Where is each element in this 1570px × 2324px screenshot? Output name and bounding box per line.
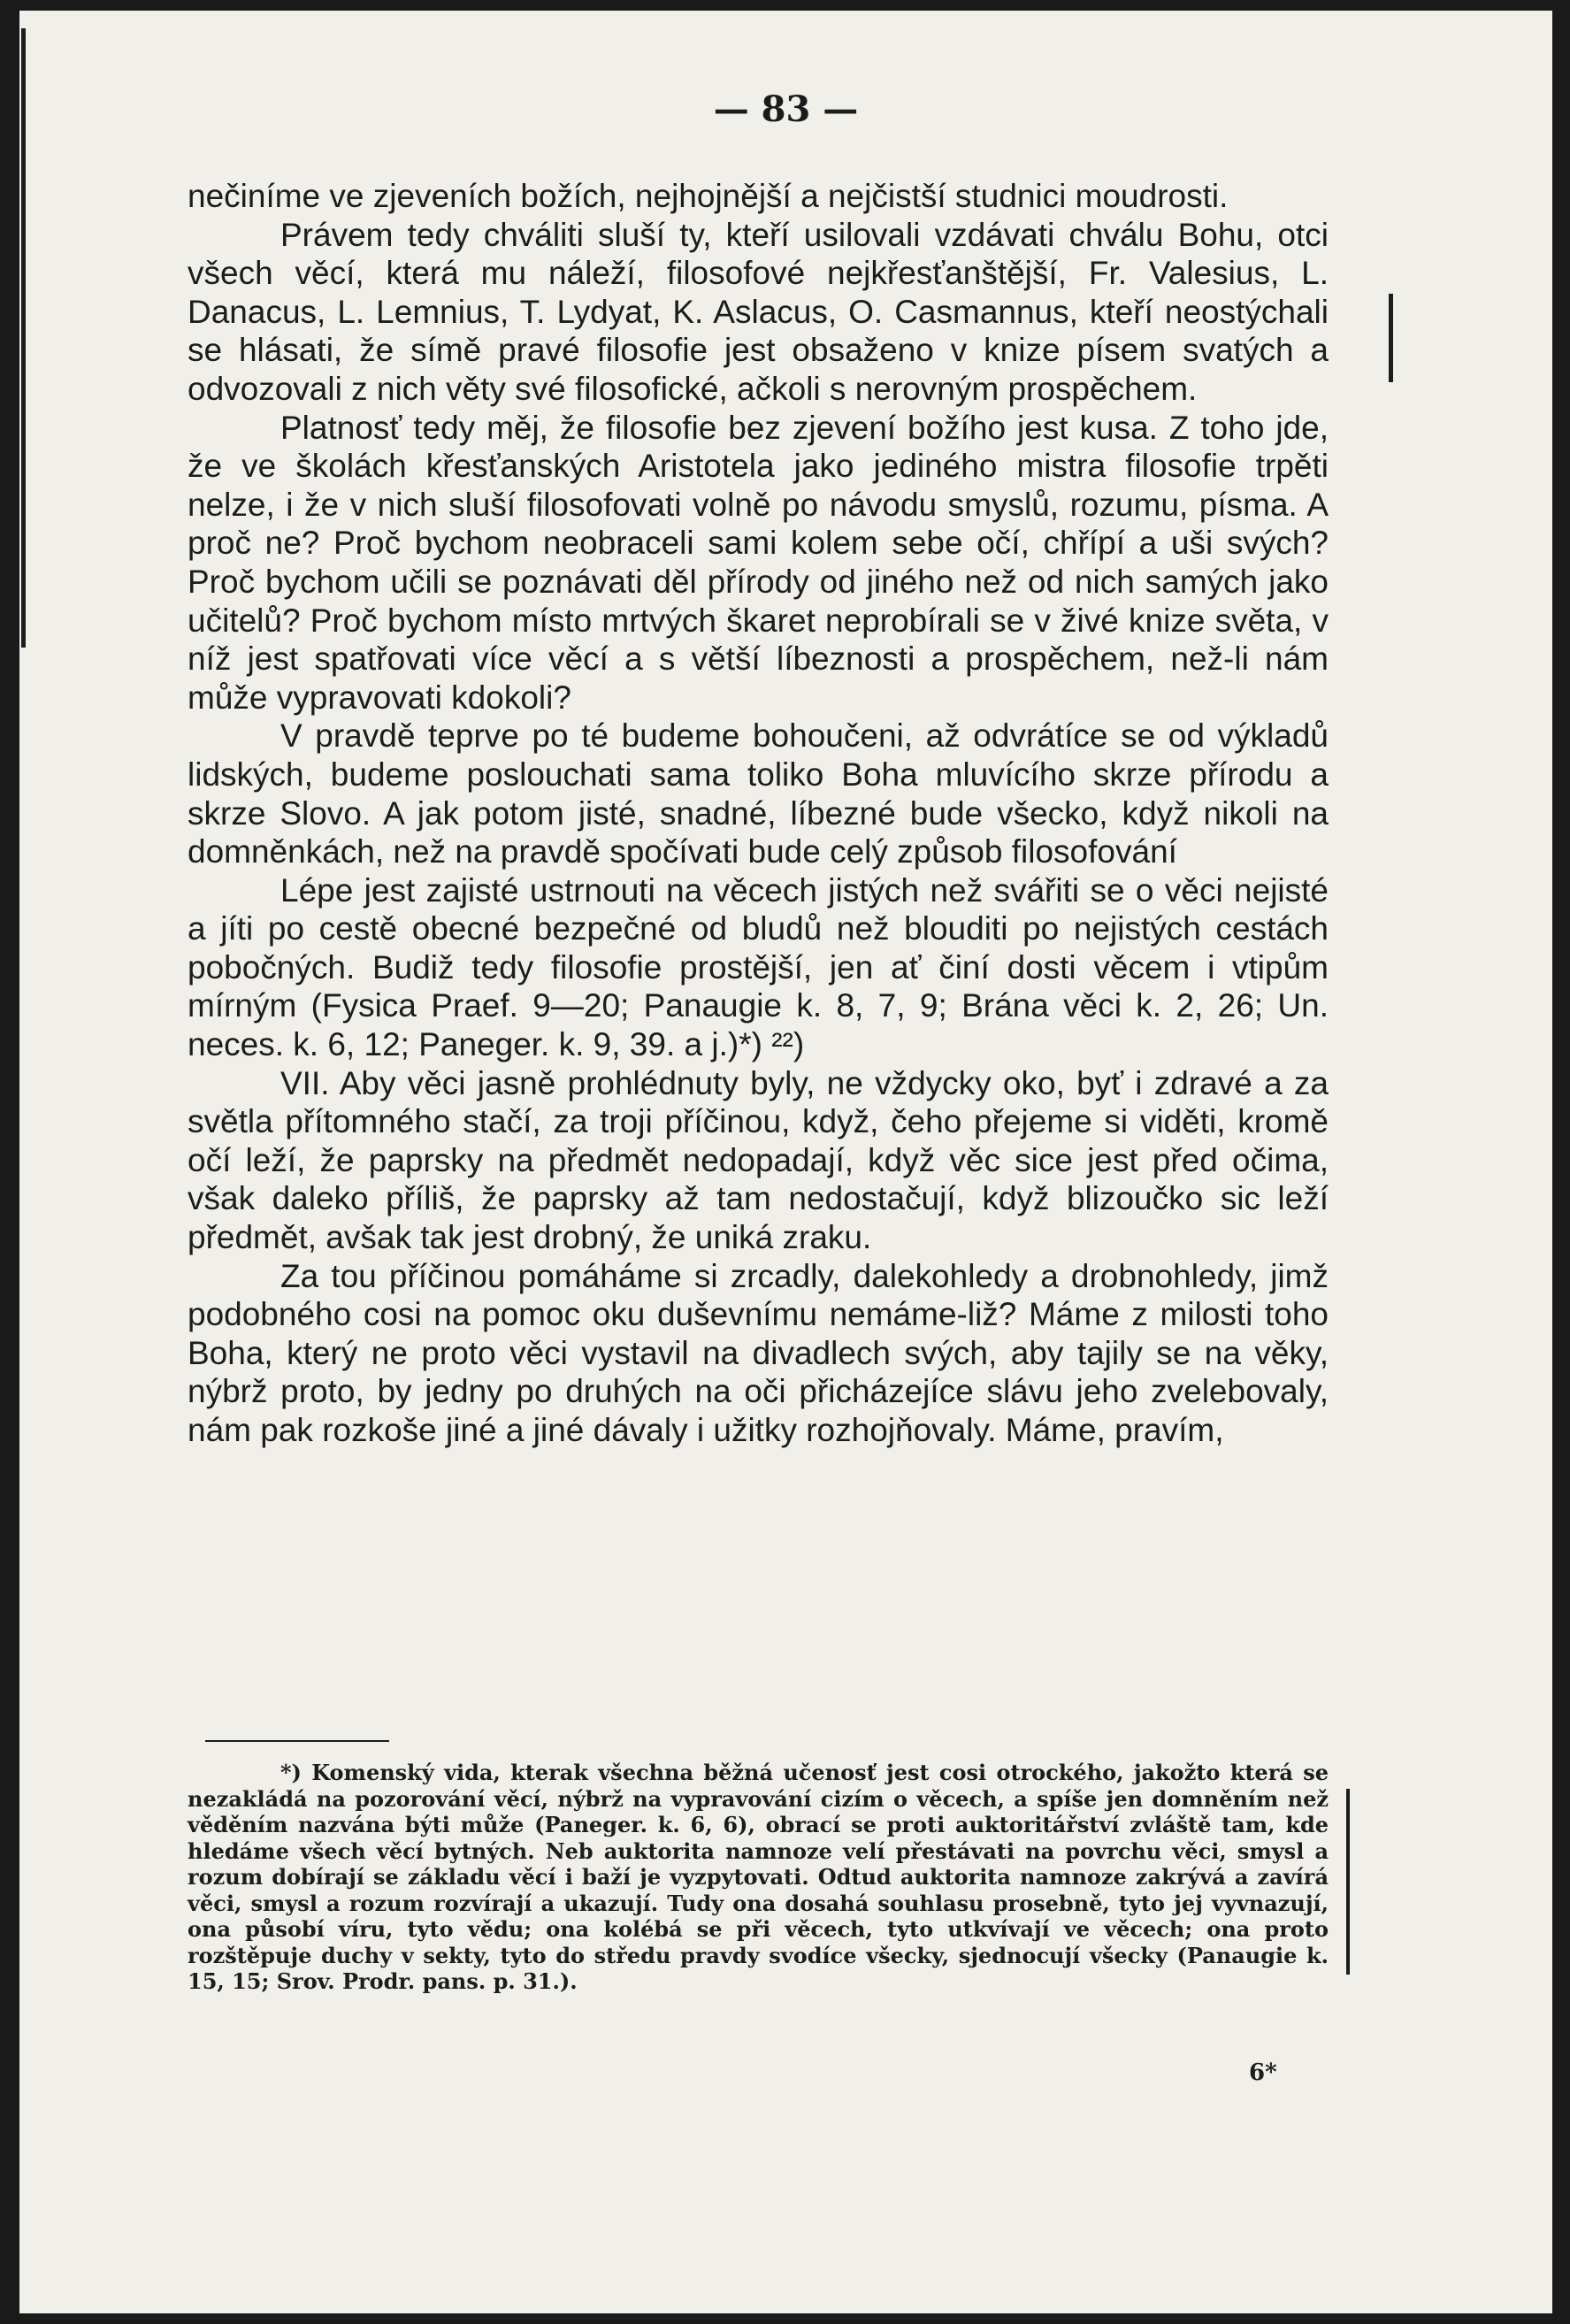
main-text [188,177,1329,1450]
book-page [19,11,1552,2313]
paragraph-5: Lépe jest zajisté ustrnouti na věcech jistých než svářiti se o věci nejisté a jíti po cestě obecné bezpečné od bludů než blouditi po nejistých cestách pobočných. Budiž tedy filosofie prostější, jen ať činí dosti věcem i vtipům mírným (Fysica Praef. 9—20; Panaugie k. 8, 7, 9; Brána věci k. 2, 26; Un. neces. k. 6, 12; Paneger. k. 9, 39. a j.)*) ²²) [188,871,1329,1063]
paragraph-4: V pravdě teprve po té budeme bohoučeni, až odvrátíce se od výkladů lidských, budeme poslouchati sama toliko Boha mluvícího skrze přírodu a skrze Slovo. A jak potom jisté, snadné, líbezné bude všecko, když nikoli na domněnkách, než na pravdě spočívati bude celý způsob filosofování [188,717,1329,871]
paragraph-3: Platnosť tedy měj, že filosofie bez zjevení božího jest kusa. Z toho jde, že ve školách křesťanských Aristotela jako jediného mistra filosofie trpěti nelze, i že v nich sluší filosofovati volně po návodu smyslů, rozumu, písma. A proč ne? Proč bychom neobraceli sami kolem sebe očí, chřípí a uši svých? Proč bychom učili se poznávati děl přírody od jiného než od nich samých jako učitelů? Proč bychom místo mrtvých škaret neprobírali se v živé knize světa, v níž jest spatřovati více věcí a s větší líbeznosti a prospěchem, než-li nám může vypravovati kdokoli? [188,409,1329,716]
signature-mark: 6* [1249,2059,1277,2086]
footnote: *) Komenský vida, kterak všechna běžná učenosť jest cosi otrockého, jakožto která se nezakládá na pozorování věcí, nýbrž na vypravování cizím o věcech, a spíše jen domněním než věděním nazvána býti může (Paneger. k. 6, 6), obrací se proti auktoritářství zvláště tam, kde hledáme všech věcí bytných. Neb auktorita namnoze velí přestávati na povrchu věci, smysl a rozum dobírají se základu věcí i baží je vyzpytovati. Odtud auktorita namnoze zakrývá a zavírá věci, smysl a rozum rozvírají a ukazují. Tudy ona dosahá souhlasu prosebně, tyto jej vyvnazují, ona působí víru, tyto vědu; ona kolébá se při věcech, tyto utkvívají ve věcech; ona proto rozštěpuje duchy v sekty, tyto do středu pravdy svodíce všecky, sjednocují všecky (Panaugie k. 15, 15; Srov. Prodr. pans. p. 31.). [188,1760,1329,1994]
right-footnote-mark [1346,1789,1350,1975]
paragraph-7: Za tou příčinou pomáháme si zrcadly, dalekohledy a drobnohledy, jimž podobného cosi na pomoc oku duševnímu nemáme-liž? Máme z milosti toho Boha, který ne proto věci vystavil na divadlech svých, aby tajily se na věky, nýbrž proto, by jedny po druhých na oči přicházejíce slávu jeho zvelebovaly, nám pak rozkoše jiné a jiné dávaly i užitky rozhojňovaly. Máme, pravím, [188,1257,1329,1448]
paragraph-6: VII. Aby věci jasně prohlédnuty byly, ne vždycky oko, byť i zdravé a za světla přítomného stačí, za troji příčinou, když, čeho přejeme si viděti, kromě očí leží, že paprsky na předmět nedopadají, když věc sice jest před očima, však daleko příliš, že paprsky až tam nedostačují, když blizoučko sic leží předmět, avšak tak jest drobný, že uniká zraku. [188,1064,1329,1256]
right-margin-mark [1389,294,1393,382]
paragraph-1: nečiníme ve zjeveních božích, nejhojnější a nejčistší studnici moudrosti. [188,178,1229,214]
page-number: — 83 — [713,88,859,130]
paragraph-2: Právem tedy chváliti sluší ty, kteří usilovali vzdávati chválu Bohu, otci všech věcí, která mu náleží, filosofové nejkřesťanštější, Fr. Valesius, L. Danacus, L. Lemnius, T. Lydyat, K. Aslacus, O. Casmannus, kteří neostýchali se hlásati, že símě pravé filosofie jest obsaženo v knize písem svatých a odvozovali z nich věty své filosofické, ačkoli s nerovným prospěchem. [188,216,1329,407]
footnote-divider [205,1740,389,1742]
